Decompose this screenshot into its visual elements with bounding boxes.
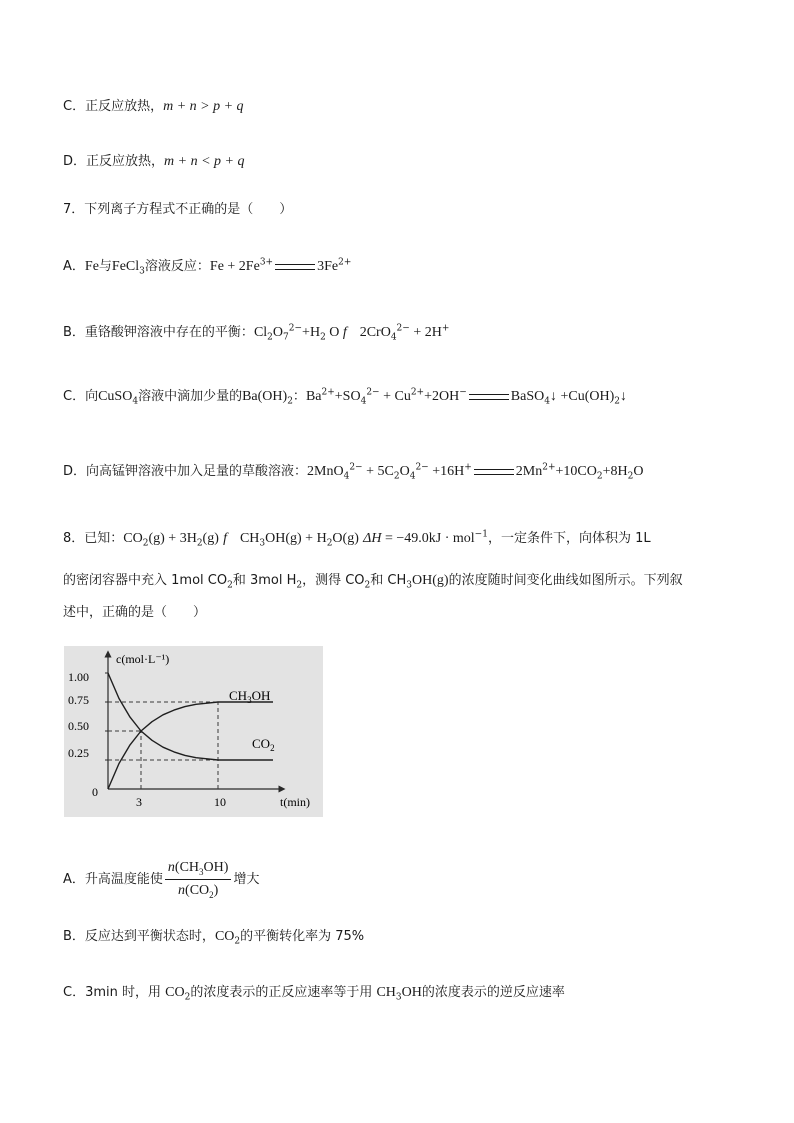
question-8-option-c: C．3min 时，用 $CO_2$的浓度表示的正反应速率等于用 $CH_3OH$的浓度表示的逆反应速率 [63,985,565,1003]
question-7-option-a: A．Fe与FeCl$_3$溶液反应：$Fe + 2Fe^{3+}$ $3Fe^{2+}$ [63,257,352,277]
x-axis-label: t(min) [280,795,310,809]
x-tick-label: 10 [214,795,226,809]
concentration-chart [64,646,323,817]
concentration-chart-svg [64,646,323,817]
question-8-option-b: B．反应达到平衡状态时，$CO_2$的平衡转化率为 75% [63,929,365,947]
equals-arrow-icon [469,394,509,400]
series-label-co2: $CO_2$ [252,736,275,753]
y-tick-label: 0.25 [68,746,89,760]
question-7-stem: 7．下列离子方程式不正确的是（ ） [63,202,293,217]
y-tick-label: 0.50 [68,719,89,733]
question-7-option-d: D．向高锰钾溶液中加入足量的草酸溶液：$2MnO_4^{2-} + 5C_2O_4^{2-} +16H^+$ $2Mn^{2+}+10CO_2+8H_2O$ [63,462,644,482]
origin-label: 0 [92,785,98,799]
question-7-option-c: C．向CuSO$_4$溶液中滴加少量的$Ba(OH)_2$：$Ba^{2+}+SO_4^{2-} + Cu^{2+}+2OH^-$ BaSO$_4$↓ $+Cu(OH)_2↓$ [63,387,627,407]
question-7-option-b: B．重铬酸钾溶液中存在的平衡：$Cl_2O_7^{2-}+H_2$ O f 2CrO$_4^{2-}$ + 2H+ [63,323,450,343]
series-line-co2 [108,673,273,760]
option-c-prev: C．正反应放热，m + n > p + q [63,99,244,114]
y-tick-label: 1.00 [68,670,89,684]
question-8-option-a: A．升高温度能使 $\frac{n(CH_3OH)}{n(CO_2)}$ 增大 [63,860,260,900]
series-line-ch3oh [108,702,273,789]
y-axis-label: c(mol·L⁻¹) [116,652,170,666]
fraction: $\frac{n(CH_3OH)}{n(CO_2)}$ [165,858,232,901]
y-tick-label: 0.75 [68,693,89,707]
option-d-prev: D．正反应放热，m + n < p + q [63,154,245,169]
series-label-ch3oh: $CH_3OH$ [229,688,271,705]
question-8-stem-line-2: 的密闭容器中充入 1mol $CO_2$和 3mol $H_2$，测得 $CO_2$和 $CH_3OH(g)$的浓度随时间变化曲线如图所示。下列叙 [63,573,683,591]
x-tick-label: 3 [136,795,142,809]
equals-arrow-icon [474,469,514,475]
question-8-stem-line-1: 8．已知：$CO_2(g) + 3H_2(g)$ f $CH_3OH(g) + H_2O(g) \Delta H = -49.0kJ \cdot mol^{-1}$，一定条件下，向体积为 1L [63,529,651,549]
question-8-stem-line-3: 述中，正确的是（ ） [63,605,207,620]
equals-arrow-icon [275,264,315,270]
